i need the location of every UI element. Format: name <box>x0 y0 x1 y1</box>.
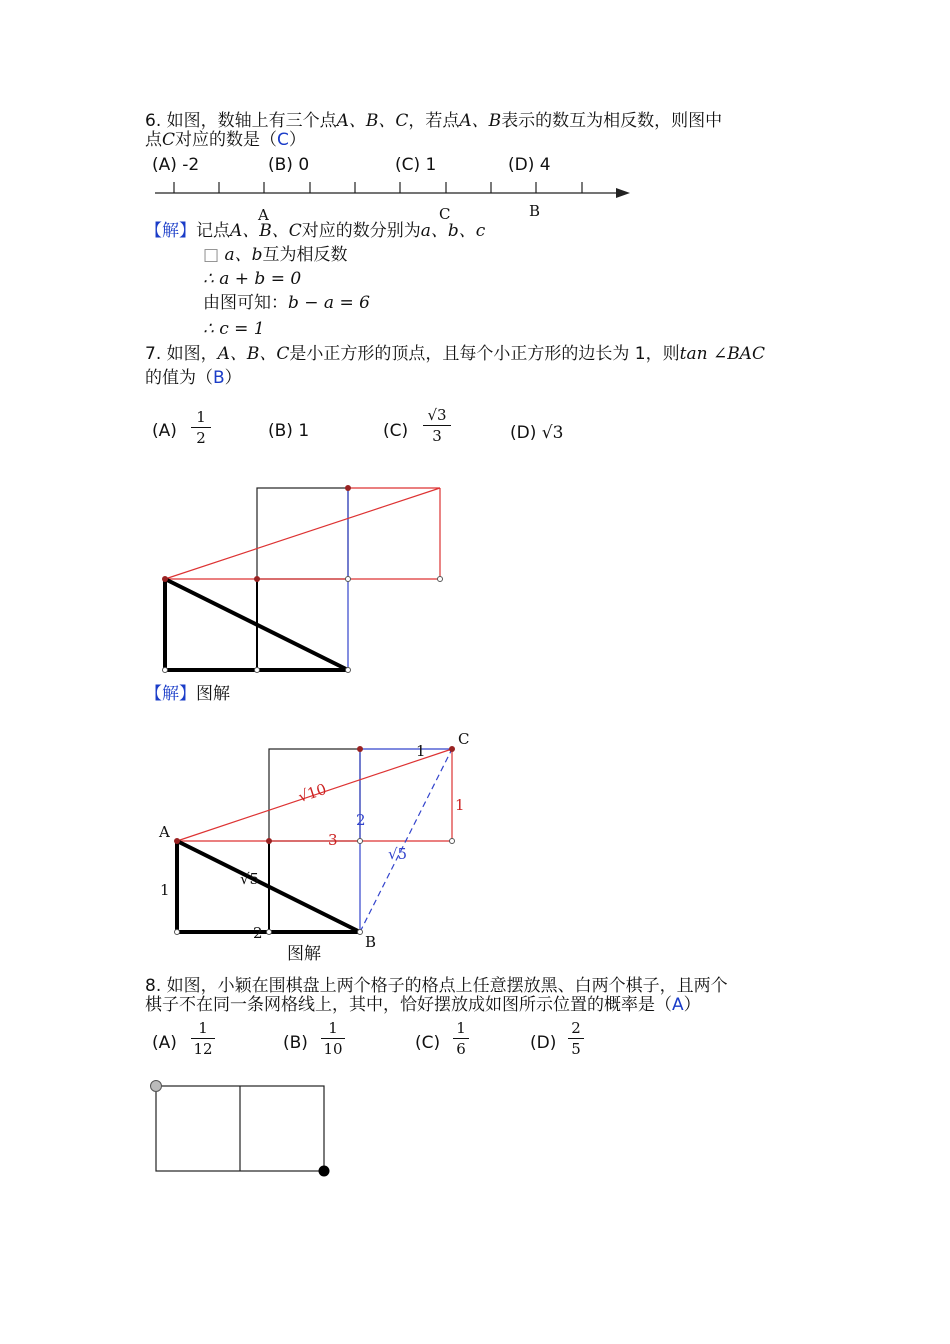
fig-label-a: A <box>159 823 170 841</box>
fig-label-two-bottom: 2 <box>253 924 263 942</box>
fig-label-one-top: 1 <box>416 742 426 760</box>
q7-option-c-fraction <box>423 406 451 445</box>
solution-tag: 【解】 <box>145 684 196 704</box>
q6-text: ，若点 <box>408 111 460 131</box>
q6-sol-text: 记点 <box>196 221 230 241</box>
q7-line1 <box>145 344 765 364</box>
q7-answer: B <box>213 368 225 388</box>
q8-option-b-fraction <box>321 1019 345 1058</box>
q6-text: 表示的数互为相反数，则图中 <box>501 111 723 131</box>
q7-text: 是小正方形的顶点，且每个小正方形的边长为 1，则 <box>289 344 680 364</box>
q7-option-a-fraction <box>191 408 211 447</box>
fig-label-three: 3 <box>328 831 338 849</box>
q8-figure <box>151 1081 330 1177</box>
fig-label-sqrt5-a: √5 <box>240 870 260 888</box>
q6-solution-line2 <box>203 245 348 265</box>
q6-var: C <box>162 130 176 150</box>
denominator: 5 <box>571 1040 581 1058</box>
q6-option-c: (C) 1 <box>395 155 437 175</box>
q8-option-d-fraction <box>568 1019 584 1058</box>
fig-label-sqrt5-b: √5 <box>388 845 408 863</box>
q6-text: 对应的数是（ <box>175 130 278 150</box>
q7-option-a: (A) <box>152 421 177 441</box>
q7-solution-figure <box>174 746 455 935</box>
q6-answer: C <box>277 130 289 150</box>
q8-option-b: (B) <box>283 1033 308 1053</box>
fig-label-c: C <box>458 730 470 748</box>
because-symbol: □ <box>203 245 220 265</box>
q6-text: ） <box>288 130 306 150</box>
axis-label-c: C <box>439 205 451 223</box>
q7-text: ） <box>224 368 242 388</box>
white-stone <box>151 1081 162 1092</box>
q6-solution-line4 <box>203 293 370 313</box>
denominator: 12 <box>193 1040 213 1058</box>
q7-text: 7. 如图， <box>145 344 218 364</box>
denominator: 10 <box>323 1040 343 1058</box>
q6-sol-var: A、B、C <box>230 221 302 241</box>
q6-sol-text: 对应的数分别为 <box>301 221 421 241</box>
number-line <box>155 182 630 198</box>
fig-label-one-right: 1 <box>455 796 465 814</box>
q7-text: 的值为（ <box>145 368 213 388</box>
q6-sol-var: a、b <box>224 245 263 265</box>
fig-label-b: B <box>365 933 377 951</box>
numerator: 1 <box>328 1019 338 1037</box>
black-stone <box>319 1166 330 1177</box>
q8-option-a: (A) <box>152 1033 177 1053</box>
numerator: 1 <box>456 1019 466 1037</box>
q7-tan: tan ∠BAC <box>679 344 765 364</box>
q6-option-b: (B) 0 <box>268 155 310 175</box>
axis-label-a: A <box>258 206 269 224</box>
q6-solution-line3: ∴ a + b = 0 <box>203 269 302 289</box>
q8-option-c-fraction <box>453 1019 469 1058</box>
numerator: 1 <box>196 408 206 426</box>
option-label: (D) <box>510 423 537 443</box>
q6-solution-line1 <box>145 221 485 241</box>
q6-sol-text: 由图可知： <box>203 293 288 313</box>
q6-var: A、B、C <box>336 111 409 131</box>
fig-label-sqrt10: √10 <box>295 780 329 806</box>
q7-var: A、B、C <box>217 344 290 364</box>
numerator: 1 <box>198 1019 208 1037</box>
q6-solution-line5: ∴ c = 1 <box>203 319 265 339</box>
q8-line1: 8. 如图，小颖在围棋盘上两个格子的格点上任意摆放黑、白两个棋子，且两个 <box>145 976 728 996</box>
denominator: 2 <box>196 429 206 447</box>
q8-option-d: (D) <box>530 1033 557 1053</box>
denominator: 3 <box>432 427 442 445</box>
fig-caption: 图解 <box>287 944 321 964</box>
q8-line2 <box>145 995 701 1015</box>
q6-text: 点 <box>145 130 162 150</box>
sqrt-three: √3 <box>541 423 564 443</box>
q6-text: 6. 如图，数轴上有三个点 <box>145 111 337 131</box>
q6-sol-var: a、b、c <box>420 221 486 241</box>
q6-sol-eq: b − a = 6 <box>288 293 370 313</box>
q8-option-c: (C) <box>415 1033 441 1053</box>
q6-option-a: (A) -2 <box>152 155 200 175</box>
q7-sol-text: 图解 <box>196 684 230 704</box>
axis-label-b: B <box>529 202 541 220</box>
q6-sol-text: 互为相反数 <box>262 245 348 265</box>
fig-label-two-mid: 2 <box>356 811 366 829</box>
q7-option-d <box>510 423 563 443</box>
q7-figure <box>162 485 443 673</box>
q8-text: ） <box>683 995 701 1015</box>
q7-solution <box>145 684 230 704</box>
solution-tag: 【解】 <box>145 221 196 241</box>
numerator: 2 <box>571 1019 581 1037</box>
numerator: √3 <box>427 406 447 424</box>
q7-option-b: (B) 1 <box>268 421 310 441</box>
q7-option-c: (C) <box>383 421 409 441</box>
denominator: 6 <box>456 1040 466 1058</box>
q8-text: 棋子不在同一条网格线上，其中，恰好摆放成如图所示位置的概率是（ <box>145 995 672 1015</box>
q8-answer: A <box>672 995 684 1015</box>
fig-label-one-left: 1 <box>160 881 170 899</box>
q7-line2 <box>145 368 242 388</box>
q6-var: A、B <box>459 111 502 131</box>
q6-option-d: (D) 4 <box>508 155 551 175</box>
q8-option-a-fraction <box>191 1019 215 1058</box>
